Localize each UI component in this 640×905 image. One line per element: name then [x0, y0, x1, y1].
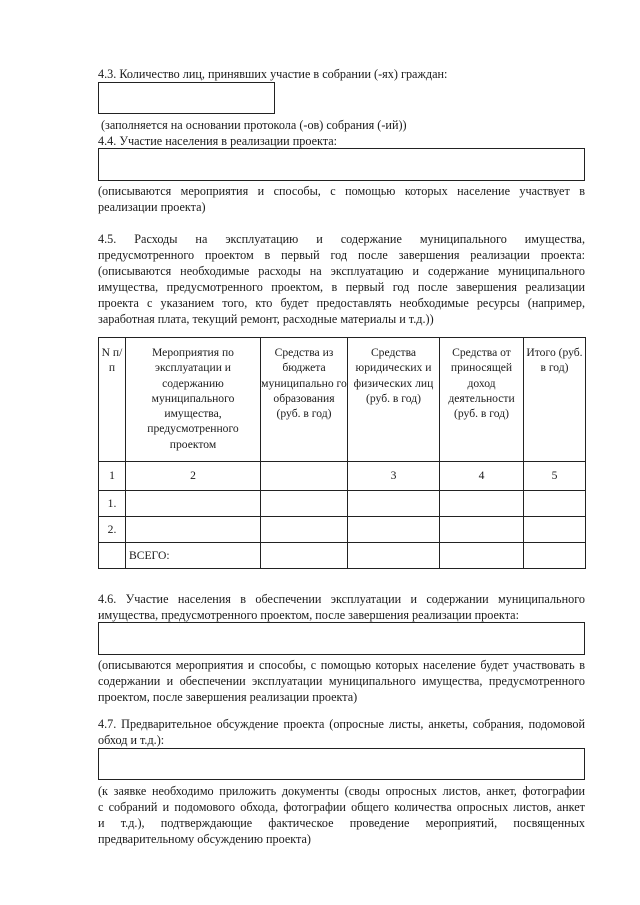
- table-cell[interactable]: [440, 543, 524, 569]
- header-activities: Мероприятия по эксплуатации и содержанию муниципального имущества, предусмотренного проектом: [126, 338, 261, 462]
- table-cell[interactable]: [440, 517, 524, 543]
- table-cell: [99, 543, 126, 569]
- population-participation-field[interactable]: [98, 148, 585, 181]
- section-4-7-note-line2: с собраний и подомового обхода, фотографии общего количества опросных листов, анкет: [98, 800, 585, 814]
- row-number: 1.: [99, 491, 126, 517]
- section-4-6-line2: имущества, предусмотренного проектом, после завершения реализации проекта:: [98, 608, 519, 622]
- table-cell[interactable]: [348, 491, 440, 517]
- table-cell[interactable]: [261, 517, 348, 543]
- section-4-5-line6: заработная плата, текущий ремонт, расходные материалы и т.д.)): [98, 312, 434, 326]
- section-4-4-note-line1: (описываются мероприятия и способы, с помощью которых население участвует в: [98, 184, 585, 198]
- preliminary-discussion-field[interactable]: [98, 748, 585, 780]
- table-cell[interactable]: [524, 517, 586, 543]
- expenses-table: [98, 337, 586, 569]
- column-number-4: 4: [440, 462, 524, 491]
- header-legal-physical-persons: Средства юридических и физических лиц (руб. в год): [348, 338, 440, 462]
- section-4-6-line1: 4.6. Участие населения в обеспечении эксплуатации и содержании муниципального: [98, 592, 585, 606]
- row-number: 2.: [99, 517, 126, 543]
- participants-count-field[interactable]: [98, 82, 275, 114]
- table-row: [99, 517, 586, 543]
- section-4-6-note-line3: проектом, после завершения реализации проекта): [98, 690, 358, 704]
- section-4-5-line2: предусмотренного проектом в первый год после завершения реализации проекта:: [98, 248, 585, 262]
- total-label: ВСЕГО:: [126, 543, 261, 569]
- section-4-7-note-line4: предварительному обсуждению проекта): [98, 832, 311, 846]
- section-4-5-line4: имущества, предусмотренного проектом, в первый год после завершения реализации: [98, 280, 585, 294]
- table-column-numbers-row: [99, 462, 586, 491]
- section-4-6-note-line1: (описываются мероприятия и способы, с помощью которых население будет участвовать в: [98, 658, 585, 672]
- table-cell[interactable]: [524, 491, 586, 517]
- table-row: [99, 491, 586, 517]
- section-4-6-note-line2: содержании и обеспечении эксплуатации муниципального имущества, предусмотренного: [98, 674, 585, 688]
- header-municipal-budget: Средства из бюджета муниципально го образования (руб. в год): [261, 338, 348, 462]
- table-cell[interactable]: [524, 543, 586, 569]
- section-4-5-line1: 4.5. Расходы на эксплуатацию и содержание муниципального имущества,: [98, 232, 585, 246]
- section-4-5-line5: проекта с указанием того, кто будет предоставлять необходимые ресурсы (например,: [98, 296, 585, 310]
- column-number-3: 3: [348, 462, 440, 491]
- section-4-3-note: (заполняется на основании протокола (-ов) собрания (-ий)): [101, 118, 407, 132]
- column-number-empty: [261, 462, 348, 491]
- section-4-7-line2: обход и т.д.):: [98, 733, 165, 747]
- section-4-7-line1: 4.7. Предварительное обсуждение проекта (опросные листы, анкеты, собрания, подомовой: [98, 717, 585, 731]
- header-total: Итого (руб. в год): [524, 338, 586, 462]
- table-cell[interactable]: [261, 543, 348, 569]
- section-4-3-title: 4.3. Количество лиц, принявших участие в собрании (-ях) граждан:: [98, 67, 448, 81]
- column-number-2: 2: [126, 462, 261, 491]
- table-cell[interactable]: [126, 517, 261, 543]
- table-cell[interactable]: [440, 491, 524, 517]
- table-cell[interactable]: [261, 491, 348, 517]
- table-cell[interactable]: [126, 491, 261, 517]
- column-number-1: 1: [99, 462, 126, 491]
- header-income-activity: Средства от приносящей доход деятельности (руб. в год): [440, 338, 524, 462]
- table-header-row: [99, 338, 586, 462]
- header-number: N п/п: [99, 338, 126, 462]
- section-4-5-line3: (описываются необходимые расходы на эксплуатацию и содержание муниципального: [98, 264, 585, 278]
- section-4-4-note-line2: реализации проекта): [98, 200, 206, 214]
- section-4-7-note-line1: (к заявке необходимо приложить документы (своды опросных листов, анкет, фотографии: [98, 784, 585, 798]
- operation-participation-field[interactable]: [98, 622, 585, 655]
- column-number-5: 5: [524, 462, 586, 491]
- table-total-row: [99, 543, 586, 569]
- section-4-4-title: 4.4. Участие населения в реализации проекта:: [98, 134, 338, 148]
- table-cell[interactable]: [348, 517, 440, 543]
- table-cell[interactable]: [348, 543, 440, 569]
- section-4-7-note-line3: и т.д.), подтверждающие фактическое проведение мероприятий, посвященных: [98, 816, 585, 830]
